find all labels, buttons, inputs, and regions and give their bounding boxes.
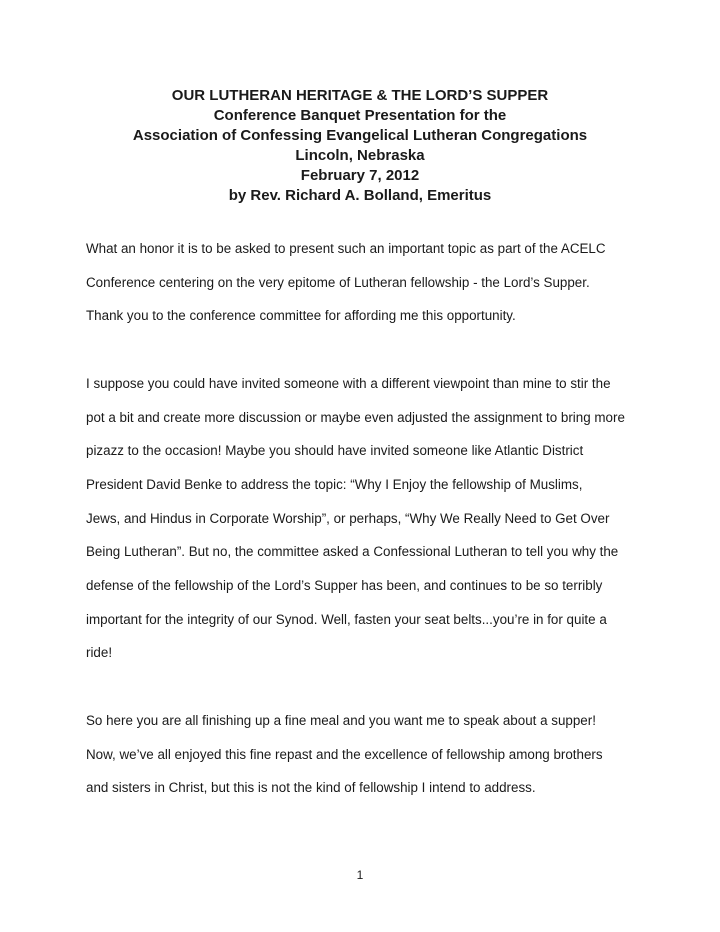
text-line: President David Benke to address the topic: “Why I Enjoy the fellowship of Muslims, <box>86 476 583 492</box>
paragraph <box>86 367 646 670</box>
text-line: Conference centering on the very epitome of Lutheran fellowship - the Lord’s Supper. <box>86 274 590 290</box>
text-line: Being Lutheran”. But no, the committee asked a Confessional Lutheran to tell you why the <box>86 544 619 560</box>
text-line: important for the integrity of our Synod. Well, fasten your seat belts...you’re in for quite a <box>86 611 607 627</box>
document-subtitle: Conference Banquet Presentation for the <box>213 107 507 124</box>
event-location: Lincoln, Nebraska <box>295 147 425 164</box>
text-line: defense of the fellowship of the Lord’s Supper has been, and continues to be so terribly <box>86 578 603 594</box>
paragraph <box>86 704 646 805</box>
author-line: by Rev. Richard A. Bolland, Emeritus <box>228 187 492 204</box>
paragraph <box>86 232 646 333</box>
organization-name: Association of Confessing Evangelical Lutheran Congregations <box>132 127 588 144</box>
text-line: What an honor it is to be asked to present such an important topic as part of the ACELC <box>86 241 606 256</box>
text-line: ride! <box>86 645 113 661</box>
document-title: OUR LUTHERAN HERITAGE & THE LORD’S SUPPER <box>171 87 549 104</box>
page-number: 1 <box>356 868 364 882</box>
text-line: pizazz to the occasion! Maybe you should have invited someone like Atlantic District <box>86 443 584 459</box>
document-header <box>60 86 660 206</box>
text-line: pot a bit and create more discussion or maybe even adjusted the assignment to bring more <box>86 409 625 425</box>
text-line: So here you are all finishing up a fine meal and you want me to speak about a supper! <box>86 712 596 728</box>
text-line: Thank you to the conference committee for affording me this opportunity. <box>86 308 516 324</box>
event-date: February 7, 2012 <box>300 167 420 184</box>
text-line: Now, we’ve all enjoyed this fine repast and the excellence of fellowship among brothers <box>86 746 603 762</box>
text-line: Jews, and Hindus in Corporate Worship”, or perhaps, “Why We Really Need to Get Over <box>86 510 610 526</box>
document-body <box>86 232 646 805</box>
text-line: and sisters in Christ, but this is not the kind of fellowship I intend to address. <box>86 780 536 796</box>
text-line: I suppose you could have invited someone with a different viewpoint than mine to stir the <box>86 375 611 391</box>
